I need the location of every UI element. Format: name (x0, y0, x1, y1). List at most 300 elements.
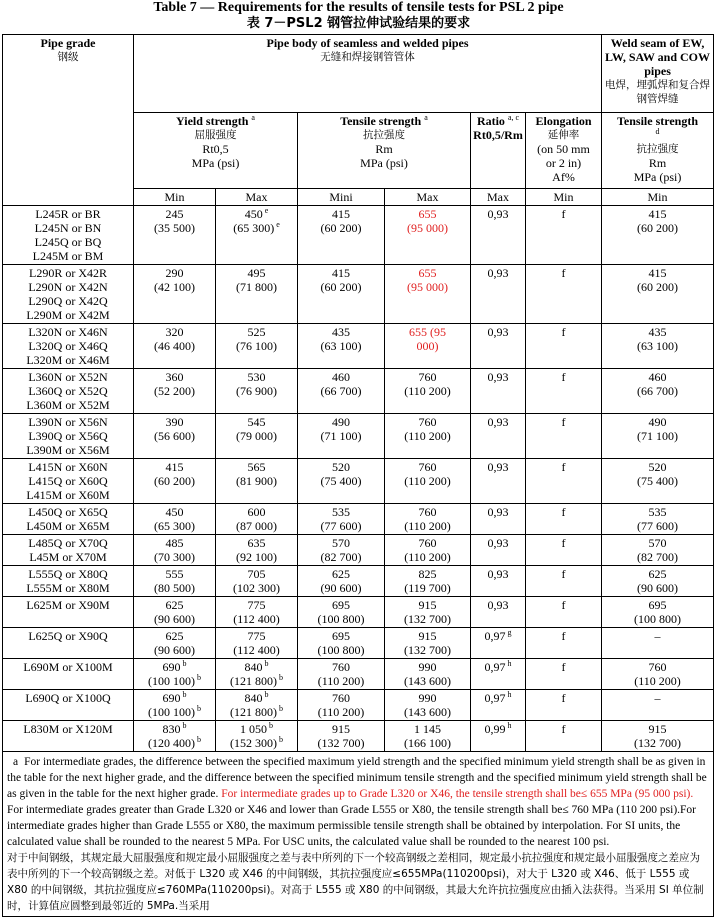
elongation-cell (526, 459, 602, 504)
weld-seam-header: Weld seam of EW, LW, SAW and COW pipes 电焊，埋弧焊和复合焊钢管焊缝 (602, 35, 714, 113)
tensile-requirements-table (2, 34, 714, 917)
grade-name: L320M or X46M (26, 353, 110, 367)
grade-name: L245R or BR (35, 207, 101, 221)
tensile-min-cell (298, 690, 385, 721)
ratio-cell (471, 265, 526, 324)
elongation-cell (526, 535, 602, 566)
tensile-min-psi: (63 100) (320, 339, 362, 353)
ratio-cell (471, 206, 526, 265)
table-row (3, 659, 714, 690)
tensile-max-cell (385, 659, 471, 690)
tensile-min-mpa: 760 (332, 660, 350, 674)
tensile-max-mpa: 655 (95 (409, 325, 446, 339)
tensile-max-psi: (132 700) (404, 643, 451, 657)
tensile-max-mpa: 915 (418, 598, 437, 612)
tensile-max-mpa: 655 (418, 207, 437, 221)
grade-name: L290R or X42R (29, 266, 107, 280)
elongation-value: f (561, 370, 566, 384)
yield-max-cell (216, 369, 298, 414)
tensile-max-cell (385, 504, 471, 535)
grade-cell (3, 597, 134, 628)
yield-max-cell (216, 206, 298, 265)
tensile-max-mpa: 825 (418, 567, 437, 581)
grade-name: L690M or X100M (23, 660, 113, 674)
tensile-min-psi: (110 200) (317, 705, 365, 719)
weld-tensile-cell (602, 504, 714, 535)
col-ys-min: Min (134, 189, 216, 206)
table-title-en: Table 7 — Requirements for the results of tensile tests for PSL 2 pipe (153, 0, 564, 15)
weld-tensile-psi: (75 400) (637, 474, 679, 488)
weld-tensile-psi: (77 600) (637, 519, 679, 533)
yield-max-psi: (92 100) (236, 550, 277, 564)
weld-tensile-psi: (100 800) (634, 612, 682, 626)
yield-min-mpa: 690 $^b$ (162, 690, 187, 705)
tensile-min-cell (298, 535, 385, 566)
grade-name: L625M or X90M (26, 598, 110, 612)
table-body (3, 206, 714, 752)
yield-max-cell (216, 324, 298, 369)
yield-min-cell (134, 206, 216, 265)
weld-tensile-cell (602, 206, 714, 265)
grade-name: L415N or X60N (28, 460, 108, 474)
yield-min-psi: (35 500) (154, 221, 195, 235)
ratio-value: 0,93 (487, 415, 509, 429)
yield-max-psi: (112 400) (233, 612, 280, 626)
tensile-max-mpa: 760 (418, 370, 437, 384)
col-ts-max: Max (385, 189, 471, 206)
tensile-max-mpa: 760 (418, 505, 437, 519)
tensile-max-cell (385, 628, 471, 659)
yield-min-mpa: 415 (165, 460, 184, 474)
yield-max-psi: (121 800) $^b$ (230, 673, 283, 688)
tensile-max-cell (385, 721, 471, 752)
ratio-value: 0,93 (487, 266, 509, 280)
elongation-value: f (561, 722, 566, 736)
grade-cell (3, 659, 134, 690)
yield-max-psi: (76 100) (236, 339, 277, 353)
tensile-min-mpa: 915 (332, 722, 350, 736)
weld-tensile-cell (602, 690, 714, 721)
yield-min-psi: (42 100) (154, 280, 195, 294)
elongation-cell (526, 265, 602, 324)
tensile-max-psi: (119 700) (404, 581, 451, 595)
yield-max-psi: (102 300) (233, 581, 280, 595)
tensile-min-cell (298, 265, 385, 324)
weld-tensile-mpa: 460 (648, 370, 667, 384)
tensile-max-psi: (95 000) (407, 280, 448, 294)
ratio-cell (471, 369, 526, 414)
weld-tensile-cell (602, 659, 714, 690)
ratio-header: Ratio $^{a, c}$ Rt0,5/Rm (471, 113, 526, 189)
grade-cell (3, 459, 134, 504)
pipe-body-header: Pipe body of seamless and welded pipes 无缝和焊接钢管管体 (134, 35, 602, 113)
col-ys-max: Max (216, 189, 298, 206)
weld-tensile-mpa: 415 (648, 266, 667, 280)
tensile-max-psi: (110 200) (404, 429, 451, 443)
grade-name: L415M or X60M (26, 488, 110, 502)
grade-cell (3, 265, 134, 324)
weld-tensile-psi: (71 100) (637, 429, 679, 443)
yield-min-mpa: 390 (165, 415, 184, 429)
grade-name: L390N or X56N (28, 415, 108, 429)
elongation-header: Elongation 延伸率 (on 50 mm or 2 in) Af% (526, 113, 602, 189)
table-row (3, 690, 714, 721)
yield-max-mpa: 705 (247, 567, 266, 581)
elongation-cell (526, 504, 602, 535)
tensile-min-psi: (66 700) (320, 384, 362, 398)
weld-tensile-cell (602, 265, 714, 324)
tensile-min-cell (298, 721, 385, 752)
table-row (3, 504, 714, 535)
tensile-max-psi: (132 700) (404, 612, 451, 626)
yield-max-mpa: 495 (247, 266, 266, 280)
tensile-max-psi: 000) (416, 339, 439, 353)
ratio-value: 0,93 (487, 536, 509, 550)
yield-max-mpa: 775 (247, 629, 266, 643)
tensile-min-psi: (82 700) (320, 550, 362, 564)
ratio-value: 0,99 $^h$ (484, 721, 512, 736)
yield-max-mpa: 450 $^e$ (244, 206, 269, 221)
weld-tensile-mpa: 760 (648, 660, 667, 674)
yield-max-psi: (76 900) (236, 384, 277, 398)
yield-max-mpa: 530 (247, 370, 266, 384)
weld-tensile-mpa: 625 (648, 567, 667, 581)
grade-cell (3, 566, 134, 597)
yield-min-mpa: 485 (165, 536, 184, 550)
ratio-value: 0,93 (487, 325, 509, 339)
yield-max-psi: (65 300) $^e$ (233, 220, 280, 235)
tensile-min-cell (298, 659, 385, 690)
grade-cell (3, 206, 134, 265)
yield-min-psi: (80 500) (154, 581, 195, 595)
yield-max-mpa: 840 $^b$ (244, 659, 269, 674)
yield-min-psi: (60 200) (154, 474, 195, 488)
grade-cell (3, 721, 134, 752)
grade-name: L245M or BM (32, 249, 104, 263)
tensile-min-psi: (100 800) (317, 612, 365, 626)
grade-name: L690Q or X100Q (25, 691, 111, 705)
weld-tensile-psi: (66 700) (637, 384, 679, 398)
ratio-value: 0,97 $^h$ (484, 659, 512, 674)
elongation-value: f (561, 207, 566, 221)
tensile-max-mpa: 760 (418, 536, 437, 550)
yield-min-psi: (120 400) $^b$ (148, 735, 201, 750)
ratio-value: 0,97 $^h$ (484, 690, 512, 705)
grade-name: L360M or X52M (26, 398, 110, 412)
yield-max-mpa: 840 $^b$ (244, 690, 269, 705)
grade-name: L360N or X52N (28, 370, 108, 384)
col-ts-min: Mini (298, 189, 385, 206)
ratio-cell (471, 414, 526, 459)
elongation-cell (526, 324, 602, 369)
ratio-cell (471, 721, 526, 752)
tensile-max-psi: (110 200) (404, 519, 451, 533)
yield-min-cell (134, 504, 216, 535)
weld-tensile-psi: (60 200) (637, 280, 679, 294)
yield-min-mpa: 830 $^b$ (162, 721, 187, 736)
yield-min-cell (134, 659, 216, 690)
yield-max-mpa: 600 (247, 505, 266, 519)
table-row (3, 414, 714, 459)
tensile-max-psi: (110 200) (404, 384, 451, 398)
yield-max-psi: (152 300) $^b$ (230, 735, 283, 750)
elongation-value: f (561, 660, 566, 674)
yield-min-psi: (52 200) (154, 384, 195, 398)
elongation-cell (526, 659, 602, 690)
yield-min-psi: (70 300) (154, 550, 195, 564)
weld-tensile-mpa: 915 (648, 722, 667, 736)
weld-tensile-cell (602, 721, 714, 752)
ratio-value: 0,93 (487, 460, 509, 474)
ratio-value: 0,93 (487, 370, 509, 384)
tensile-max-mpa: 915 (418, 629, 437, 643)
tensile-min-psi: (132 700) (317, 736, 365, 750)
grade-name: L290M or X42M (26, 308, 110, 322)
tensile-min-cell (298, 597, 385, 628)
tensile-max-mpa: 655 (418, 266, 437, 280)
elongation-value: f (561, 567, 566, 581)
tensile-min-mpa: 695 (332, 598, 350, 612)
yield-max-psi: (79 000) (236, 429, 277, 443)
tensile-min-mpa: 415 (332, 207, 350, 221)
table-row (3, 628, 714, 659)
yield-max-cell (216, 628, 298, 659)
weld-tensile-header: Tensile strength $^d$ 抗拉强度 Rm MPa (psi) (602, 113, 714, 189)
yield-max-cell (216, 690, 298, 721)
yield-max-cell (216, 504, 298, 535)
yield-min-psi: (100 100) $^b$ (148, 704, 201, 719)
footnote-en-red: For intermediate grades up to Grade L320 or X46, the tensile strength shall be≤ 655 MPa (95 000 psi). (221, 788, 694, 800)
weld-tensile-psi: (110 200) (634, 674, 681, 688)
grade-cell (3, 414, 134, 459)
weld-tensile-mpa: 415 (648, 207, 667, 221)
yield-max-cell (216, 265, 298, 324)
tensile-max-cell (385, 597, 471, 628)
yield-max-psi: (81 900) (236, 474, 277, 488)
yield-min-cell (134, 324, 216, 369)
yield-strength-header: Yield strength $^a$ 屈服强度 Rt0,5 MPa (psi) (134, 113, 298, 189)
weld-tensile-cell (602, 324, 714, 369)
elongation-value: f (561, 266, 566, 280)
tensile-max-mpa: 990 (418, 660, 437, 674)
grade-cell (3, 504, 134, 535)
yield-min-cell (134, 628, 216, 659)
tensile-max-psi: (95 000) (407, 221, 448, 235)
tensile-min-cell (298, 628, 385, 659)
weld-tensile-psi: (90 600) (637, 581, 679, 595)
weld-tensile-mpa: 695 (648, 598, 667, 612)
table-row (3, 265, 714, 324)
weld-tensile-psi: (82 700) (637, 550, 679, 564)
col-elong-min: Min (526, 189, 602, 206)
yield-min-cell (134, 265, 216, 324)
yield-min-cell (134, 597, 216, 628)
tensile-max-cell (385, 369, 471, 414)
grade-cell (3, 628, 134, 659)
grade-name: L45M or X70M (29, 550, 107, 564)
yield-max-cell (216, 459, 298, 504)
tensile-min-psi: (71 100) (320, 429, 362, 443)
tensile-max-psi: (110 200) (404, 550, 451, 564)
tensile-max-cell (385, 690, 471, 721)
grade-name: L390Q or X56Q (28, 429, 108, 443)
weld-tensile-mpa: 535 (648, 505, 667, 519)
tensile-max-psi: (143 600) (404, 705, 451, 719)
tensile-max-cell (385, 414, 471, 459)
yield-min-psi: (100 100) $^b$ (148, 673, 201, 688)
weld-tensile-cell (602, 628, 714, 659)
ratio-value: 0,93 (487, 567, 509, 581)
grade-name: L555M or X80M (26, 581, 110, 595)
elongation-value: f (561, 325, 566, 339)
yield-min-mpa: 625 (165, 629, 184, 643)
tensile-min-cell (298, 324, 385, 369)
grade-name: L830M or X120M (23, 722, 113, 736)
tensile-min-mpa: 570 (332, 536, 350, 550)
yield-min-cell (134, 459, 216, 504)
tensile-min-cell (298, 566, 385, 597)
yield-min-mpa: 320 (165, 325, 184, 339)
tensile-min-psi: (60 200) (320, 280, 362, 294)
yield-min-mpa: 625 (165, 598, 184, 612)
grade-cell (3, 369, 134, 414)
elongation-cell (526, 414, 602, 459)
yield-max-mpa: 545 (247, 415, 266, 429)
yield-max-psi: (121 800) $^b$ (230, 704, 283, 719)
yield-max-cell (216, 535, 298, 566)
ratio-cell (471, 628, 526, 659)
yield-max-mpa: 635 (247, 536, 266, 550)
weld-tensile-mpa: 490 (648, 415, 667, 429)
tensile-min-mpa: 520 (332, 460, 350, 474)
tensile-max-cell (385, 206, 471, 265)
weld-tensile-cell (602, 597, 714, 628)
weld-tensile-psi: (132 700) (634, 736, 682, 750)
yield-max-mpa: 1 050 $^b$ (240, 721, 273, 736)
tensile-max-mpa: 1 145 (414, 722, 441, 736)
yield-min-cell (134, 414, 216, 459)
yield-min-mpa: 290 (165, 266, 184, 280)
yield-min-cell (134, 369, 216, 414)
elongation-cell (526, 206, 602, 265)
elongation-cell (526, 566, 602, 597)
tensile-min-cell (298, 369, 385, 414)
weld-tensile-cell (602, 369, 714, 414)
tensile-min-mpa: 695 (332, 629, 350, 643)
weld-tensile-cell (602, 566, 714, 597)
yield-max-mpa: 565 (247, 460, 266, 474)
tensile-min-cell (298, 504, 385, 535)
elongation-cell (526, 369, 602, 414)
tensile-min-mpa: 760 (332, 691, 350, 705)
table-row (3, 566, 714, 597)
elongation-value: f (561, 536, 566, 550)
ratio-value: 0,93 (487, 598, 509, 612)
tensile-max-cell (385, 535, 471, 566)
tensile-min-mpa: 460 (332, 370, 350, 384)
table-row (3, 369, 714, 414)
yield-min-cell (134, 721, 216, 752)
yield-min-psi: (90 600) (154, 643, 195, 657)
weld-tensile-psi: (60 200) (637, 221, 679, 235)
tensile-min-mpa: 625 (332, 567, 350, 581)
ratio-cell (471, 566, 526, 597)
grade-name: L320N or X46N (28, 325, 108, 339)
grade-name: L450Q or X65Q (28, 505, 108, 519)
table-footnotes (3, 752, 714, 917)
grade-name: L390M or X56M (26, 443, 110, 457)
tensile-strength-header: Tensile strength $^a$ 抗拉强度 Rm MPa (psi) (298, 113, 471, 189)
footnote-cn: 对于中间钢级，其规定最大屈服强度和规定最小屈服强度之差与表中所列的下一个较高钢级之差相同，规定最小抗拉强度和规定最小屈服强度之差应为表中所列的下一个较高钢级之差。对低于 L320 或 X46 的中间钢级，其抗拉强度应≤655MPa(110200psi)，对大于 L320 或 X46、低于 L555 或 X80 的中间钢级，其抗拉强度应≤760MPa(110200psi)。对高于 L555 或 X80 的中间钢级，其最大允许抗拉强度应由插入法获得。当采用 SI 单位制时，计算值应圆整到最邻近的 5MPa.当采用 (7, 852, 704, 912)
ratio-cell (471, 535, 526, 566)
table-row (3, 597, 714, 628)
ratio-value: 0,93 (487, 207, 509, 221)
elongation-cell (526, 597, 602, 628)
footnote-en-part2: For intermediate grades greater than Grade L320 or X46 and lower than Grade L555 or X80, the tensile strength shall be≤ 760 MPa (110 200 psi).For intermediate grades higher than Grade L555 or X80, the maximum permissible tensile strength shall be obtained by interpolation. For SI units, the calculated value shall be rounded to the nearest 5 MPa. For USC units, the calculated value shall be rounded to the nearest 100 psi. (7, 804, 697, 848)
yield-max-cell (216, 566, 298, 597)
weld-tensile-cell (602, 414, 714, 459)
tensile-max-cell (385, 324, 471, 369)
tensile-min-mpa: 435 (332, 325, 350, 339)
ratio-cell (471, 504, 526, 535)
tensile-min-mpa: 490 (332, 415, 350, 429)
table-row (3, 721, 714, 752)
table-title-cn: 表 7－PSL2 钢管拉伸试验结果的要求 (246, 16, 471, 31)
yield-min-cell (134, 535, 216, 566)
tensile-max-mpa: 760 (418, 415, 437, 429)
yield-min-mpa: 360 (165, 370, 184, 384)
tensile-min-psi: (110 200) (317, 674, 365, 688)
yield-max-mpa: 525 (247, 325, 266, 339)
footnote-en-part1: For intermediate grades, the difference between the specified maximum yield strength and the specified minimum yield strength shall be as given in the table for the next higher grade, and the difference between the specified minimum tensile strength and the specified minimum yield strength shall be as given in the table for the next higher grade. (7, 756, 707, 800)
yield-min-mpa: 555 (165, 567, 184, 581)
tensile-min-cell (298, 459, 385, 504)
yield-max-psi: (112 400) (233, 643, 280, 657)
tensile-max-psi: (143 600) (404, 674, 451, 688)
elongation-value: f (561, 460, 566, 474)
tensile-min-psi: (90 600) (320, 581, 362, 595)
ratio-cell (471, 659, 526, 690)
yield-max-psi: (71 800) (236, 280, 277, 294)
grade-name: L290Q or X42Q (28, 294, 108, 308)
yield-min-cell (134, 690, 216, 721)
grade-cell (3, 535, 134, 566)
grade-name: L290N or X42N (28, 280, 108, 294)
grade-name: L555Q or X80Q (28, 567, 108, 581)
weld-tensile-mpa: 520 (648, 460, 667, 474)
ratio-cell (471, 324, 526, 369)
yield-min-psi: (46 400) (154, 339, 195, 353)
weld-tensile-mpa: 570 (648, 536, 667, 550)
ratio-value: 0,97 $^g$ (484, 628, 512, 643)
tensile-max-psi: (110 200) (404, 474, 451, 488)
grade-name: L625Q or X90Q (28, 629, 108, 643)
yield-min-psi: (90 600) (154, 612, 195, 626)
elongation-cell (526, 628, 602, 659)
weld-tensile-cell (602, 535, 714, 566)
elongation-cell (526, 690, 602, 721)
yield-min-mpa: 690 $^b$ (162, 659, 187, 674)
grade-name: L320Q or X46Q (28, 339, 108, 353)
tensile-min-cell (298, 414, 385, 459)
tensile-min-mpa: 415 (332, 266, 350, 280)
grade-name: L485Q or X70Q (28, 536, 108, 550)
tensile-min-psi: (77 600) (320, 519, 362, 533)
grade-name: L360Q or X52Q (28, 384, 108, 398)
elongation-value: f (561, 691, 566, 705)
tensile-min-mpa: 535 (332, 505, 350, 519)
table-row (3, 535, 714, 566)
